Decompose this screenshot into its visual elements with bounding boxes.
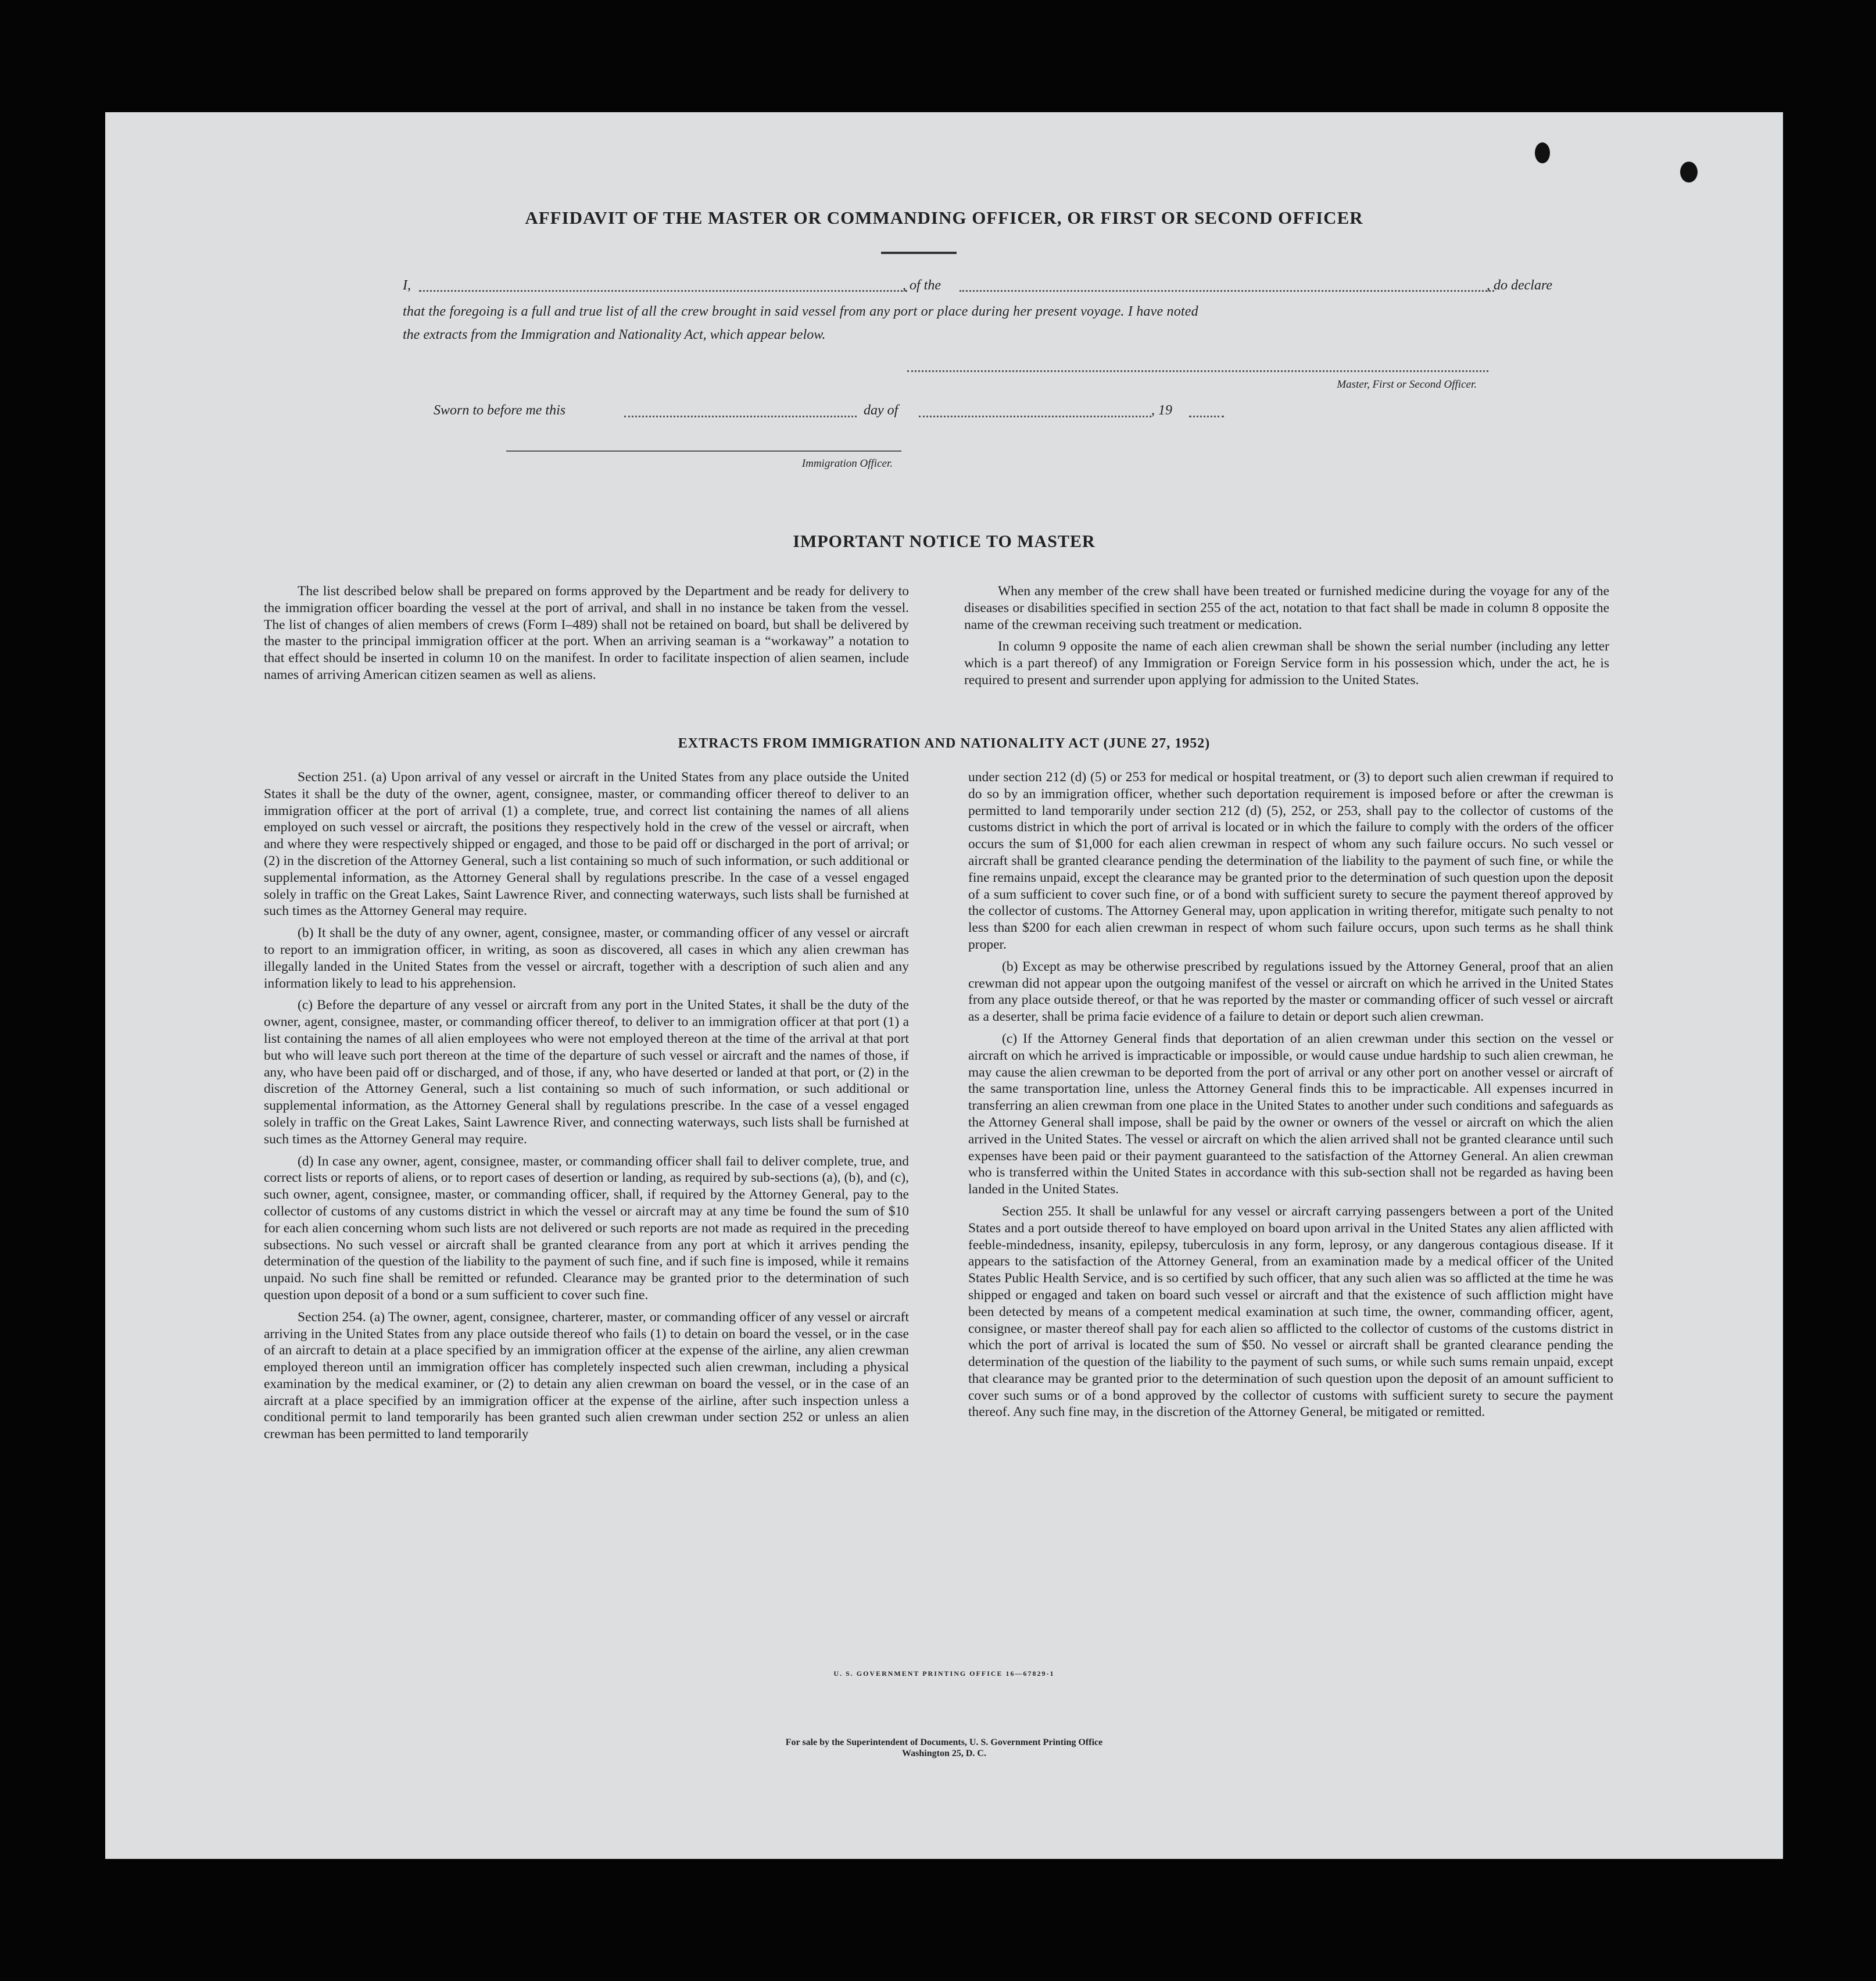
notice-right-paragraph: In column 9 opposite the name of each alien crewman shall be shown the serial number (including any letter which is a part thereof) of any Immigration or Foreign Service form in his possession which, under the act, he is required to present and surrender upon applying for admission to the United States. [964, 639, 1609, 688]
declare-of-the: , of the [903, 278, 941, 293]
declare-i: I, [403, 278, 411, 293]
declare-end: , do declare [1487, 278, 1553, 293]
statement-line-1: that the foregoing is a full and true list of all the crew brought in said vessel from any port or place during her present voyage. I have noted [403, 304, 1198, 319]
sale-notice [105, 1737, 1783, 1759]
master-signature-label: Master, First or Second Officer. [1337, 378, 1477, 391]
extracts-left-column [264, 769, 909, 1448]
extracts-right-column [968, 769, 1613, 1426]
ink-blot [1680, 162, 1698, 183]
sale-line-2: Washington 25, D. C. [902, 1748, 986, 1758]
extract-paragraph: Section 255. It shall be unlawful for any vessel or aircraft carrying passengers between a port of the United States and a port outside thereof to have employed on board upon arrival in the United States any alien afflicted with feeble-mindedness, insanity, epilepsy, tuberculosis in any form, leprosy, or any dangerous contagious disease. If it appears to the satisfaction of the Attorney General, from an examination made by a medical officer of the United States Public Health Service, and is so certified by such officer, that any such alien was so afflicted at the time he was shipped or engaged and taken on board such vessel or aircraft and that the existence of such affliction might have been detected by means of a competent medical examination at such time, the owner, commanding officer, agent, consignee, or master thereof shall pay for each alien so afflicted to the collector of customs of the customs district in which the port of arrival is located the sum of $50. No vessel or aircraft shall be granted clearance pending the determination of the question of the liability to the payment of such sums, or while such sums remain unpaid, except that clearance may be granted prior to the determination of such question upon the deposit of an amount sufficient to cover such sums or of a bond approved by the collector of customs with sufficient surety to secure the payment thereof. Any such fine may, in the discretion of the Attorney General, be mitigated or remitted. [968, 1203, 1613, 1420]
sale-line-1: For sale by the Superintendent of Documents, U. S. Government Printing Office [785, 1737, 1103, 1747]
extract-paragraph: under section 212 (d) (5) or 253 for medical or hospital treatment, or (3) to deport such alien crewman if required to do so by an immigration officer, whether such deportation requirement is imposed before or after the crewman is permitted to land temporarily under section 212 (d) (5), 252, or 253, shall pay to the collector of customs of the customs district in which the port of arrival is located or in which the failure to comply with the orders of the officer occurs the sum of $1,000 for each alien crewman in respect of whom any such failure occurs. No such vessel or aircraft shall be granted clearance pending the determination of the liability to the payment of such fine, or while the fine remains unpaid, except the clearance may be granted prior to the determination of such question upon the deposit of a sum sufficient to cover such fine, or of a bond with sufficient surety to secure the payment thereof approved by the collector of customs. The Attorney General may, upon application in writing therefor, mitigate such penalty to not less than $200 for each alien crewman in respect of whom such failure occurs, upon such terms as he shall think proper. [968, 770, 1613, 952]
officer-signature-label: Immigration Officer. [801, 457, 893, 470]
extract-paragraph: (b) It shall be the duty of any owner, agent, consignee, master, or commanding officer of any vessel or aircraft to report to an immigration officer, in writing, as soon as discovered, all cases in which any alien crewman has illegally landed in the United States from the vessel or aircraft, together with a description of such alien and any information likely to lead to his apprehension. [264, 925, 909, 991]
vessel-field[interactable] [960, 290, 1494, 292]
master-signature-field[interactable] [907, 370, 1488, 372]
officer-signature-field[interactable] [506, 450, 901, 452]
extract-paragraph: (d) In case any owner, agent, consignee, master, or commanding officer shall fail to deliver complete, true, and correct lists or reports of aliens, or to report cases of desertion or landing, as required by sub-sections (a), (b), and (c), such owner, agent, consignee, master, or commanding officer, shall, if required by the Attorney General, pay to the collector of customs of any customs district in which the vessel or aircraft may at any time be found the sum of $10 for each alien concerning whom such lists are not delivered or such reports are not made as required in the preceding subsections. No such vessel or aircraft shall be granted clearance from any port at which it arrives pending the determination of the question of the liability to the payment of such fine, and if such fine is imposed, while it remains unpaid. No such fine shall be remitted or refunded. Clearance may be granted prior to the determination of such question upon deposit of a bond or a sum sufficient to cover such fine. [264, 1153, 909, 1303]
affidavit-title: AFFIDAVIT OF THE MASTER OR COMMANDING OFFICER, OR FIRST OR SECOND OFFICER [525, 208, 1363, 228]
sworn-prefix: Sworn to before me this [434, 403, 566, 418]
sworn-year: , 19 [1151, 403, 1172, 418]
extract-paragraph: Section 254. (a) The owner, agent, consignee, charterer, master, or commanding officer of any vessel or aircraft arriving in the United States from any place outside thereof who fails (1) to detain on board the vessel, or in the case of an aircraft to detain at a place specified by an immigration officer at the expense of the airline, any alien crewman employed thereon until an immigration officer has completely inspected such alien crewman, including a physical examination by the medical examiner, or (2) to detain any alien crewman on board the vessel, or in the case of an aircraft at a place specified by an immigration officer at the expense of the airline, after such inspection unless a conditional permit to land temporarily has been granted such alien crewman under section 252 or unless an alien crewman has been permitted to land temporarily [264, 1309, 909, 1442]
notice-left-paragraph: The list described below shall be prepared on forms approved by the Department and be ready for delivery to the immigration officer boarding the vessel at the port of arrival, and shall in no instance be taken from the vessel. The list of changes of alien members of crews (Form I–489) shall not be retained on board, but shall be delivered by the master to the principal immigration officer at the port. When an arriving seaman is a “workaway” a notation to that effect should be inserted in column 10 on the manifest. In order to facilitate inspection of alien seamen, include names of arriving American citizen seamen as well as aliens. [264, 584, 909, 682]
notice-title: IMPORTANT NOTICE TO MASTER [793, 532, 1095, 551]
name-field[interactable] [419, 290, 907, 292]
form-page [105, 112, 1783, 1859]
extract-paragraph: Section 251. (a) Upon arrival of any vessel or aircraft in the United States from any place outside the United States it shall be the duty of the owner, agent, consignee, master, or commanding officer thereof to deliver to an immigration officer at the port of arrival (1) a complete, true, and correct list containing the names of all aliens employed on such vessel or aircraft, the positions they respectively hold in the crew of the vessel or aircraft, when and where they were respectively shipped or engaged, and those to be paid off or discharged in the port of arrival; or (2) in the discretion of the Attorney General, such a list containing so much of such information, or such additional or supplemental information, as the Attorney General shall by regulations prescribe. In the case of a vessel engaged solely in traffic on the Great Lakes, Saint Lawrence River, and connecting waterways, such lists shall be furnished at such times as the Attorney General may require. [264, 770, 909, 919]
extract-paragraph: (b) Except as may be otherwise prescribed by regulations issued by the Attorney General, proof that an alien crewman did not appear upon the outgoing manifest of the vessel or aircraft on which he arrived in the United States from any place outside thereof, or that he was reported by the master or commanding officer of such vessel or aircraft as a deserter, shall be prima facie evidence of a failure to detain or deport such alien crewman. [968, 959, 1613, 1025]
ink-blot [1535, 142, 1550, 163]
extracts-title: EXTRACTS FROM IMMIGRATION AND NATIONALITY ACT (JUNE 27, 1952) [678, 736, 1211, 751]
statement-line-2: the extracts from the Immigration and Nationality Act, which appear below. [403, 327, 826, 342]
extract-paragraph: (c) If the Attorney General finds that deportation of an alien crewman under this section on the vessel or aircraft on which he arrived is impracticable or impossible, or would cause undue hardship to such alien crewman, he may cause the alien crewman to be deported from the port of arrival or any other port on another vessel or aircraft of the same transportation line, unless the Attorney General finds this to be impracticable. All expenses incurred in transferring an alien crewman from one place in the United States to another under such conditions and safeguards as the Attorney General shall impose, shall be paid by the owner or owners of the vessel or aircraft on which the alien arrived in the United States. The vessel or aircraft on which the alien arrived shall not be granted clearance until such expenses have been paid or their payment guaranteed to the satisfaction of the Attorney General. An alien crewman who is transferred within the United States in accordance with this sub-section shall not be regarded as having been landed in the United States. [968, 1031, 1613, 1197]
notice-right-column [964, 583, 1609, 694]
extract-paragraph: (c) Before the departure of any vessel or aircraft from any port in the United States, it shall be the duty of the owner, agent, consignee, master, or commanding officer thereof, to deliver to an immigration officer at that port (1) a list containing the names of all alien employees who were not employed thereon at the time of the arrival at that port but who will leave such port thereon at the time of the departure of such vessel or aircraft and the names of those, if any, who have been paid off or discharged, and of those, if any, who have deserted or landed at that port, or (2) in the discretion of the Attorney General, such a list containing so much of such information, or such additional or supplemental information, as the Attorney General shall by regulations prescribe. In the case of a vessel engaged solely in traffic on the Great Lakes, Saint Lawrence River, and connecting waterways, such lists shall be furnished at such times as the Attorney General may require. [264, 997, 909, 1147]
sworn-day-field[interactable] [624, 416, 857, 417]
sworn-year-field[interactable] [1189, 416, 1224, 417]
sworn-month-field[interactable] [919, 416, 1151, 417]
title-rule [881, 252, 957, 254]
sworn-day-of: day of [864, 403, 898, 418]
printing-office-imprint: U. S. GOVERNMENT PRINTING OFFICE 16—67829-1 [833, 1669, 1055, 1678]
notice-left-column [264, 583, 909, 689]
notice-right-paragraph: When any member of the crew shall have been treated or furnished medicine during the voyage for any of the diseases or disabilities specified in section 255 of the act, notation to that fact shall be made in column 8 opposite the name of the crewman receiving such treatment or medication. [964, 584, 1609, 632]
